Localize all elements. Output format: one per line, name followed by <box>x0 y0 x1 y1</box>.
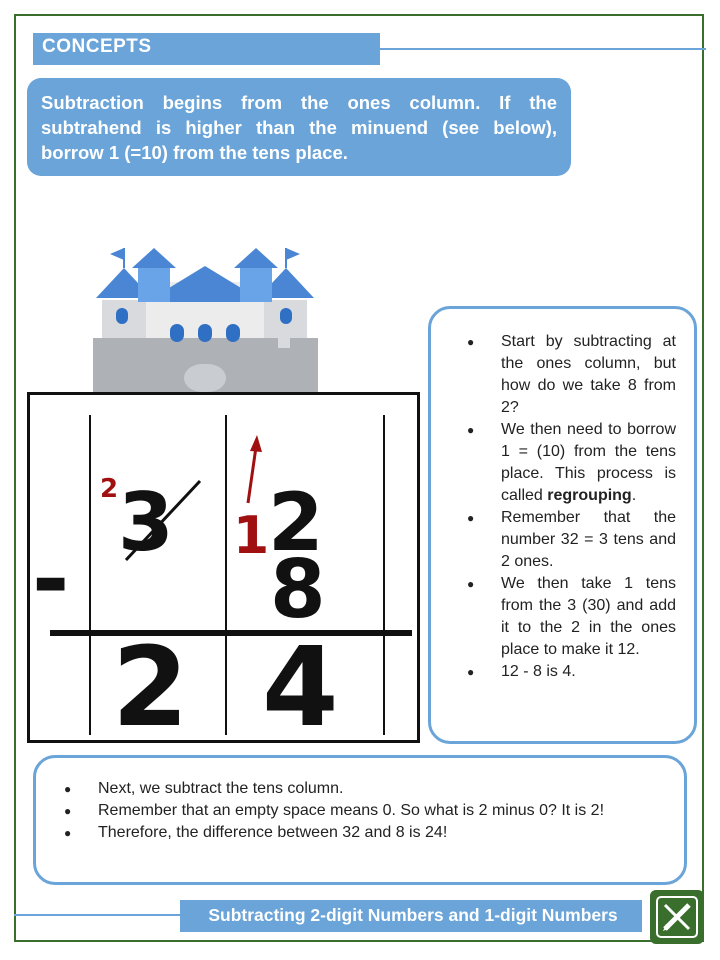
intro-box: Subtraction begins from the ones column. If the subtrahend is higher than the minuend (see below), borrow 1 (=10) from the tens place. <box>27 78 571 176</box>
list-item: ● Remember that an empty space means 0. So what is 2 minus 0? It is 2! <box>46 800 654 822</box>
pencil-ruler-icon <box>650 890 704 944</box>
difference-ones-digit: 4 <box>262 623 339 740</box>
list-item: ● Remember that the number 32 = 3 tens and 2 ones. <box>445 507 676 573</box>
list-item: ● Therefore, the difference between 32 and 8 is 24! <box>46 822 654 844</box>
castle-gate <box>184 364 226 392</box>
summary-box <box>33 755 687 885</box>
steps-box <box>428 306 697 744</box>
list-item: ● We then need to borrow 1 = (10) from the tens place. This process is called regrouping. <box>445 419 676 507</box>
roof-tower-left <box>132 248 176 268</box>
subtrahend-ones-digit: 8 <box>270 543 326 636</box>
roof-tower-right <box>234 248 278 268</box>
tower-right <box>240 268 272 302</box>
footer-title: Subtracting 2-digit Numbers and 1-digit Numbers <box>208 905 618 925</box>
list-item: ● Next, we subtract the tens column. <box>46 778 654 800</box>
castle-illustration <box>88 238 322 392</box>
subtraction-drawing <box>30 395 417 740</box>
borrow-tens-digit: 2 <box>100 474 119 504</box>
steps-list <box>445 331 676 683</box>
subtraction-workspace <box>27 392 420 743</box>
list-item: ● Start by subtracting at the ones column, but how do we take 8 from 2? <box>445 331 676 419</box>
tower-left <box>138 268 170 302</box>
section-title: CONCEPTS <box>42 36 152 57</box>
borrow-arrow <box>248 447 256 503</box>
list-item: ● 12 - 8 is 4. <box>445 661 676 683</box>
minus-sign: - <box>32 527 70 632</box>
difference-tens-digit: 2 <box>112 623 189 740</box>
header-rule <box>380 48 706 50</box>
footer-rule <box>14 914 194 916</box>
borrow-arrow-head <box>250 435 262 452</box>
borrow-ones-digit: 1 <box>233 506 270 566</box>
minuend-ones-digit: 2 <box>268 476 324 569</box>
minuend-tens-digit: 3 <box>118 476 174 569</box>
list-item: ● We then take 1 tens from the 3 (30) and add it to the 2 in the ones place to make it 12. <box>445 573 676 661</box>
bold-term: regrouping <box>547 487 632 504</box>
summary-list <box>46 778 654 844</box>
